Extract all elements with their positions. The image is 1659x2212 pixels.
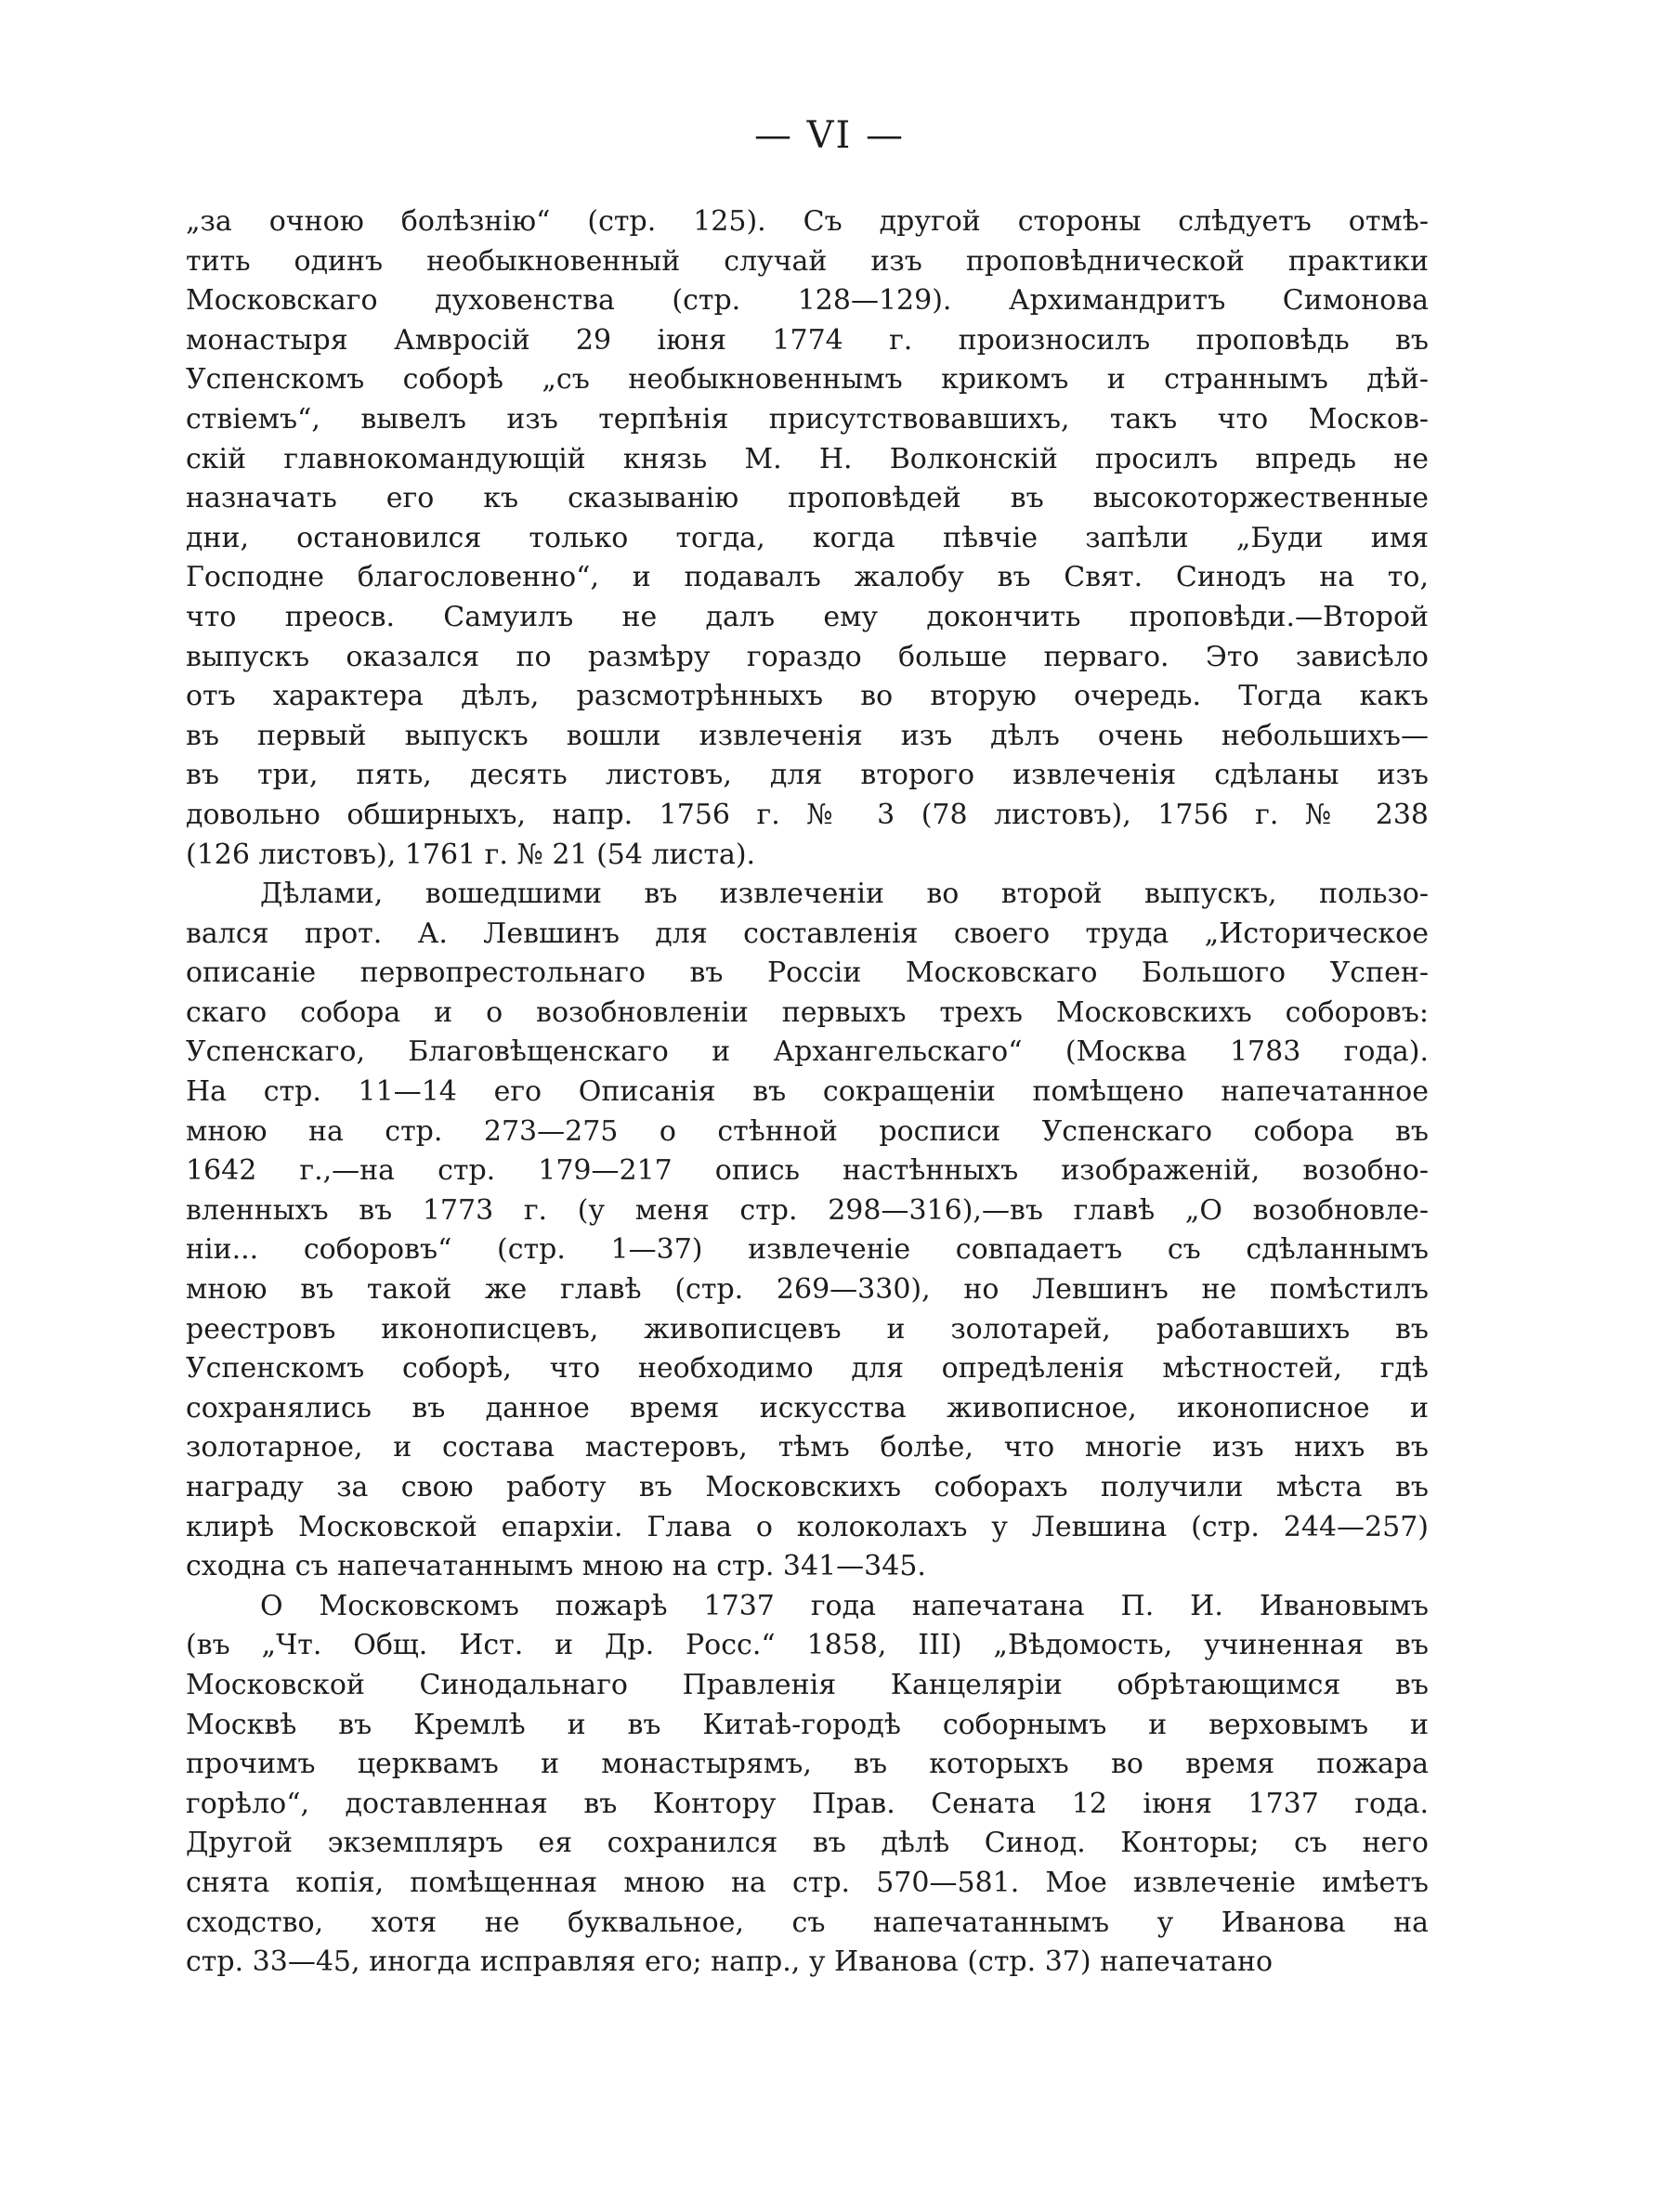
text-line: назначать его къ сказыванію проповѣдей въ высокоторжественные <box>186 482 1429 515</box>
paragraph <box>186 202 1429 875</box>
text-line: въ первый выпускъ вошли извлеченія изъ дѣлъ очень небольшихъ— <box>186 719 1429 752</box>
text-line: золотарное, и состава мастеровъ, тѣмъ болѣе, что многіе изъ нихъ въ <box>186 1431 1429 1464</box>
text-line: О Московскомъ пожарѣ 1737 года напечатана П. И. Ивановымъ <box>260 1589 1429 1622</box>
text-line: въ три, пять, десять листовъ, для второго извлеченія сдѣланы изъ <box>186 759 1429 792</box>
paragraph <box>186 875 1429 1587</box>
text-line: мною въ такой же главѣ (стр. 269—330), но Левшинъ не помѣстилъ <box>186 1273 1429 1307</box>
text-line: Успенскомъ соборѣ, что необходимо для опредѣленія мѣстностей, гдѣ <box>186 1352 1429 1386</box>
text-line: клирѣ Московской епархіи. Глава о колоколахъ у Левшина (стр. 244—257) <box>186 1510 1429 1543</box>
text-line: Дѣлами, вошедшими въ извлеченіи во второй выпускъ, пользо- <box>260 878 1429 911</box>
text-line: мною на стр. 273—275 о стѣнной росписи Успенскаго собора въ <box>186 1114 1429 1148</box>
text-line: выпускъ оказался по размѣру гораздо больше перваго. Это зависѣло <box>186 640 1429 673</box>
text-line: ствіемъ“, вывелъ изъ терпѣнія присутствовавшихъ, такъ что Москов- <box>186 402 1429 436</box>
text-line: описаніе первопрестольнаго въ Россіи Московскаго Большого Успен- <box>186 956 1429 990</box>
paragraph <box>186 1587 1429 1983</box>
text-line: (въ „Чт. Общ. Ист. и Др. Росс.“ 1858, III) „Вѣдомость, учиненная въ <box>186 1629 1429 1662</box>
text-line: Успенскаго, Благовѣщенскаго и Архангельскаго“ (Москва 1783 года). <box>186 1035 1429 1069</box>
text-line: 1642 г.,—на стр. 179—217 опись настѣнныхъ изображеній, возобно- <box>186 1154 1429 1188</box>
text-line: горѣло“, доставленная въ Контору Прав. Сената 12 іюня 1737 года. <box>186 1787 1429 1820</box>
text-line: сохранялись въ данное время искусства живописное, иконописное и <box>186 1391 1429 1425</box>
text-line: снята копія, помѣщенная мною на стр. 570—581. Мое извлеченіе имѣетъ <box>186 1866 1429 1899</box>
text-line: Успенскомъ соборѣ „съ необыкновеннымъ крикомъ и страннымъ дѣй- <box>186 363 1429 397</box>
text-line: Другой экземпляръ ея сохранился въ дѣлѣ Синод. Конторы; съ него <box>186 1827 1429 1860</box>
text-line: ніи... соборовъ“ (стр. 1—37) извлеченіе совпадаетъ съ сдѣланнымъ <box>186 1233 1429 1267</box>
text-line: Москвѣ въ Кремлѣ и въ Китаѣ-городѣ соборнымъ и верховымъ и <box>186 1708 1429 1741</box>
text-line: награду за свою работу въ Московскихъ соборахъ получили мѣста въ <box>186 1471 1429 1503</box>
text-line: (126 листовъ), 1761 г. № 21 (54 листа). <box>186 838 756 871</box>
text-line: Господне благословенно“, и подавалъ жалобу въ Свят. Синодъ на то, <box>186 561 1429 594</box>
text-line: вленныхъ въ 1773 г. (у меня стр. 298—316),—въ главѣ „О возобновле- <box>186 1193 1429 1227</box>
text-line: Московской Синодальнаго Правленія Канцеляріи обрѣтающимся въ <box>186 1668 1429 1701</box>
text-line: На стр. 11—14 его Описанія въ сокращеніи помѣщено напечатанное <box>186 1075 1429 1109</box>
text-line: реестровъ иконописцевъ, живописцевъ и золотарей, работавшихъ въ <box>186 1312 1429 1346</box>
page-number: — VI — <box>753 114 906 157</box>
text-line: прочимъ церквамъ и монастырямъ, въ которыхъ во время пожара <box>186 1748 1429 1781</box>
text-line: отъ характера дѣлъ, разсмотрѣнныхъ во вторую очередь. Тогда какъ <box>186 680 1429 713</box>
text-line: тить одинъ необыкновенный случай изъ проповѣднической практики <box>186 244 1429 278</box>
text-line: вался прот. А. Левшинъ для составленія своего труда „Историческое <box>186 917 1429 950</box>
text-line: довольно обширныхъ, напр. 1756 г. № 3 (78 листовъ), 1756 г. № 238 <box>186 798 1429 831</box>
text-line: что преосв. Самуилъ не далъ ему докончить проповѣди.—Второй <box>186 600 1429 633</box>
text-line: Московскаго духовенства (стр. 128—129). Архимандритъ Симонова <box>186 284 1429 318</box>
text-line: монастыря Амвросій 29 іюня 1774 г. произносилъ проповѣдь въ <box>186 323 1429 357</box>
text-line: „за очною болѣзнію“ (стр. 125). Съ другой стороны слѣдуетъ отмѣ- <box>186 205 1429 238</box>
text-line: стр. 33—45, иногда исправляя его; напр., у Иванова (стр. 37) напечатано <box>186 1945 1274 1979</box>
text-line: скаго собора и о возобновленіи первыхъ трехъ Московскихъ соборовъ: <box>186 995 1429 1029</box>
text-line: сходство, хотя не буквальное, съ напечатаннымъ у Иванова на <box>186 1906 1429 1939</box>
text-line: дни, остановился только тогда, когда пѣвчіе запѣли „Буди имя <box>186 521 1429 554</box>
body-text <box>186 202 1429 1983</box>
text-line: сходна съ напечатаннымъ мною на стр. 341—345. <box>186 1550 926 1583</box>
text-line: скій главнокомандующій князь М. Н. Волконскій просилъ впредь не <box>186 442 1429 475</box>
